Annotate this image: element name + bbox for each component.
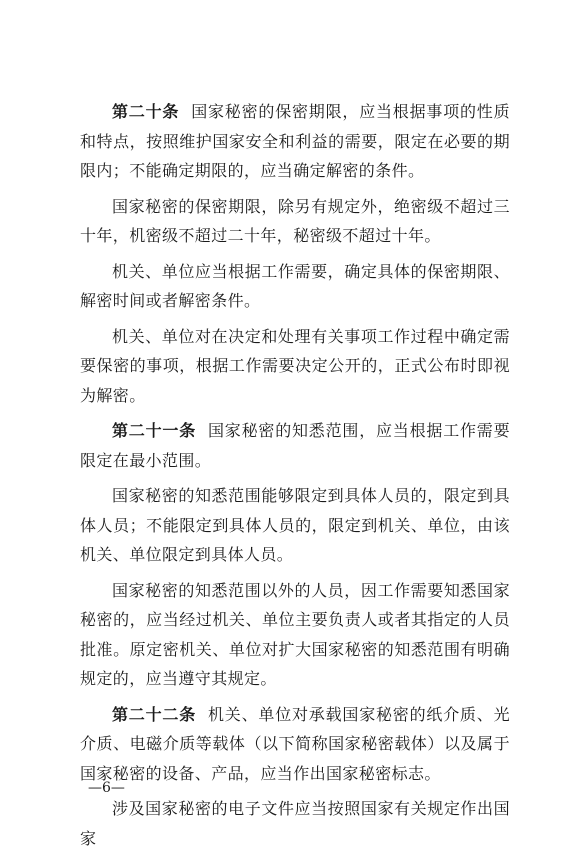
paragraph-article-22 xyxy=(80,700,510,789)
document-body xyxy=(80,97,510,859)
paragraph-text: 国家秘密的知悉范围以外的人员，因工作需要知悉国家秘密的，应当经过机关、单位主要负责人或者其指定的人员批准。原定密机关、单位对扩大国家秘密的知悉范围有明确规定的，应当遵守其规定。 xyxy=(80,580,510,688)
paragraph-text: 机关、单位应当根据工作需要，确定具体的保密期限、解密时间或者解密条件。 xyxy=(80,261,510,310)
article-label: 第二十条 xyxy=(112,102,180,121)
paragraph-article-20 xyxy=(80,97,510,186)
paragraph xyxy=(80,257,510,316)
paragraph-text: 国家秘密的保密期限，除另有规定外，绝密级不超过三十年，机密级不超过二十年，秘密级不超过十年。 xyxy=(80,196,510,245)
article-label: 第二十一条 xyxy=(112,421,196,440)
paragraph-text: 机关、单位对承载国家秘密的纸介质、光介质、电磁介质等载体（以下简称国家秘密载体）以及属于国家秘密的设备、产品，应当作出国家秘密标志。 xyxy=(80,704,510,783)
paragraph-text: 国家秘密的保密期限，应当根据事项的性质和特点，按照维护国家安全和利益的需要，限定在必要的期限内；不能确定期限的，应当确定解密的条件。 xyxy=(80,102,510,180)
paragraph xyxy=(80,794,510,853)
paragraph-article-21 xyxy=(80,416,510,475)
paragraph-text: 国家秘密的知悉范围，应当根据工作需要限定在最小范围。 xyxy=(80,421,510,470)
paragraph xyxy=(80,576,510,694)
page-number: —6— xyxy=(88,780,125,796)
paragraph xyxy=(80,481,510,570)
paragraph xyxy=(80,322,510,411)
paragraph-text: 国家秘密的知悉范围能够限定到具体人员的，限定到具体人员；不能限定到具体人员的，限定到机关、单位，由该机关、单位限定到具体人员。 xyxy=(80,486,510,564)
paragraph-text: 涉及国家秘密的电子文件应当按照国家有关规定作出国家 xyxy=(80,799,510,848)
paragraph-text: 机关、单位对在决定和处理有关事项工作过程中确定需要保密的事项，根据工作需要决定公开的，正式公布时即视为解密。 xyxy=(80,326,510,405)
paragraph xyxy=(80,192,510,251)
article-label: 第二十二条 xyxy=(112,704,196,724)
